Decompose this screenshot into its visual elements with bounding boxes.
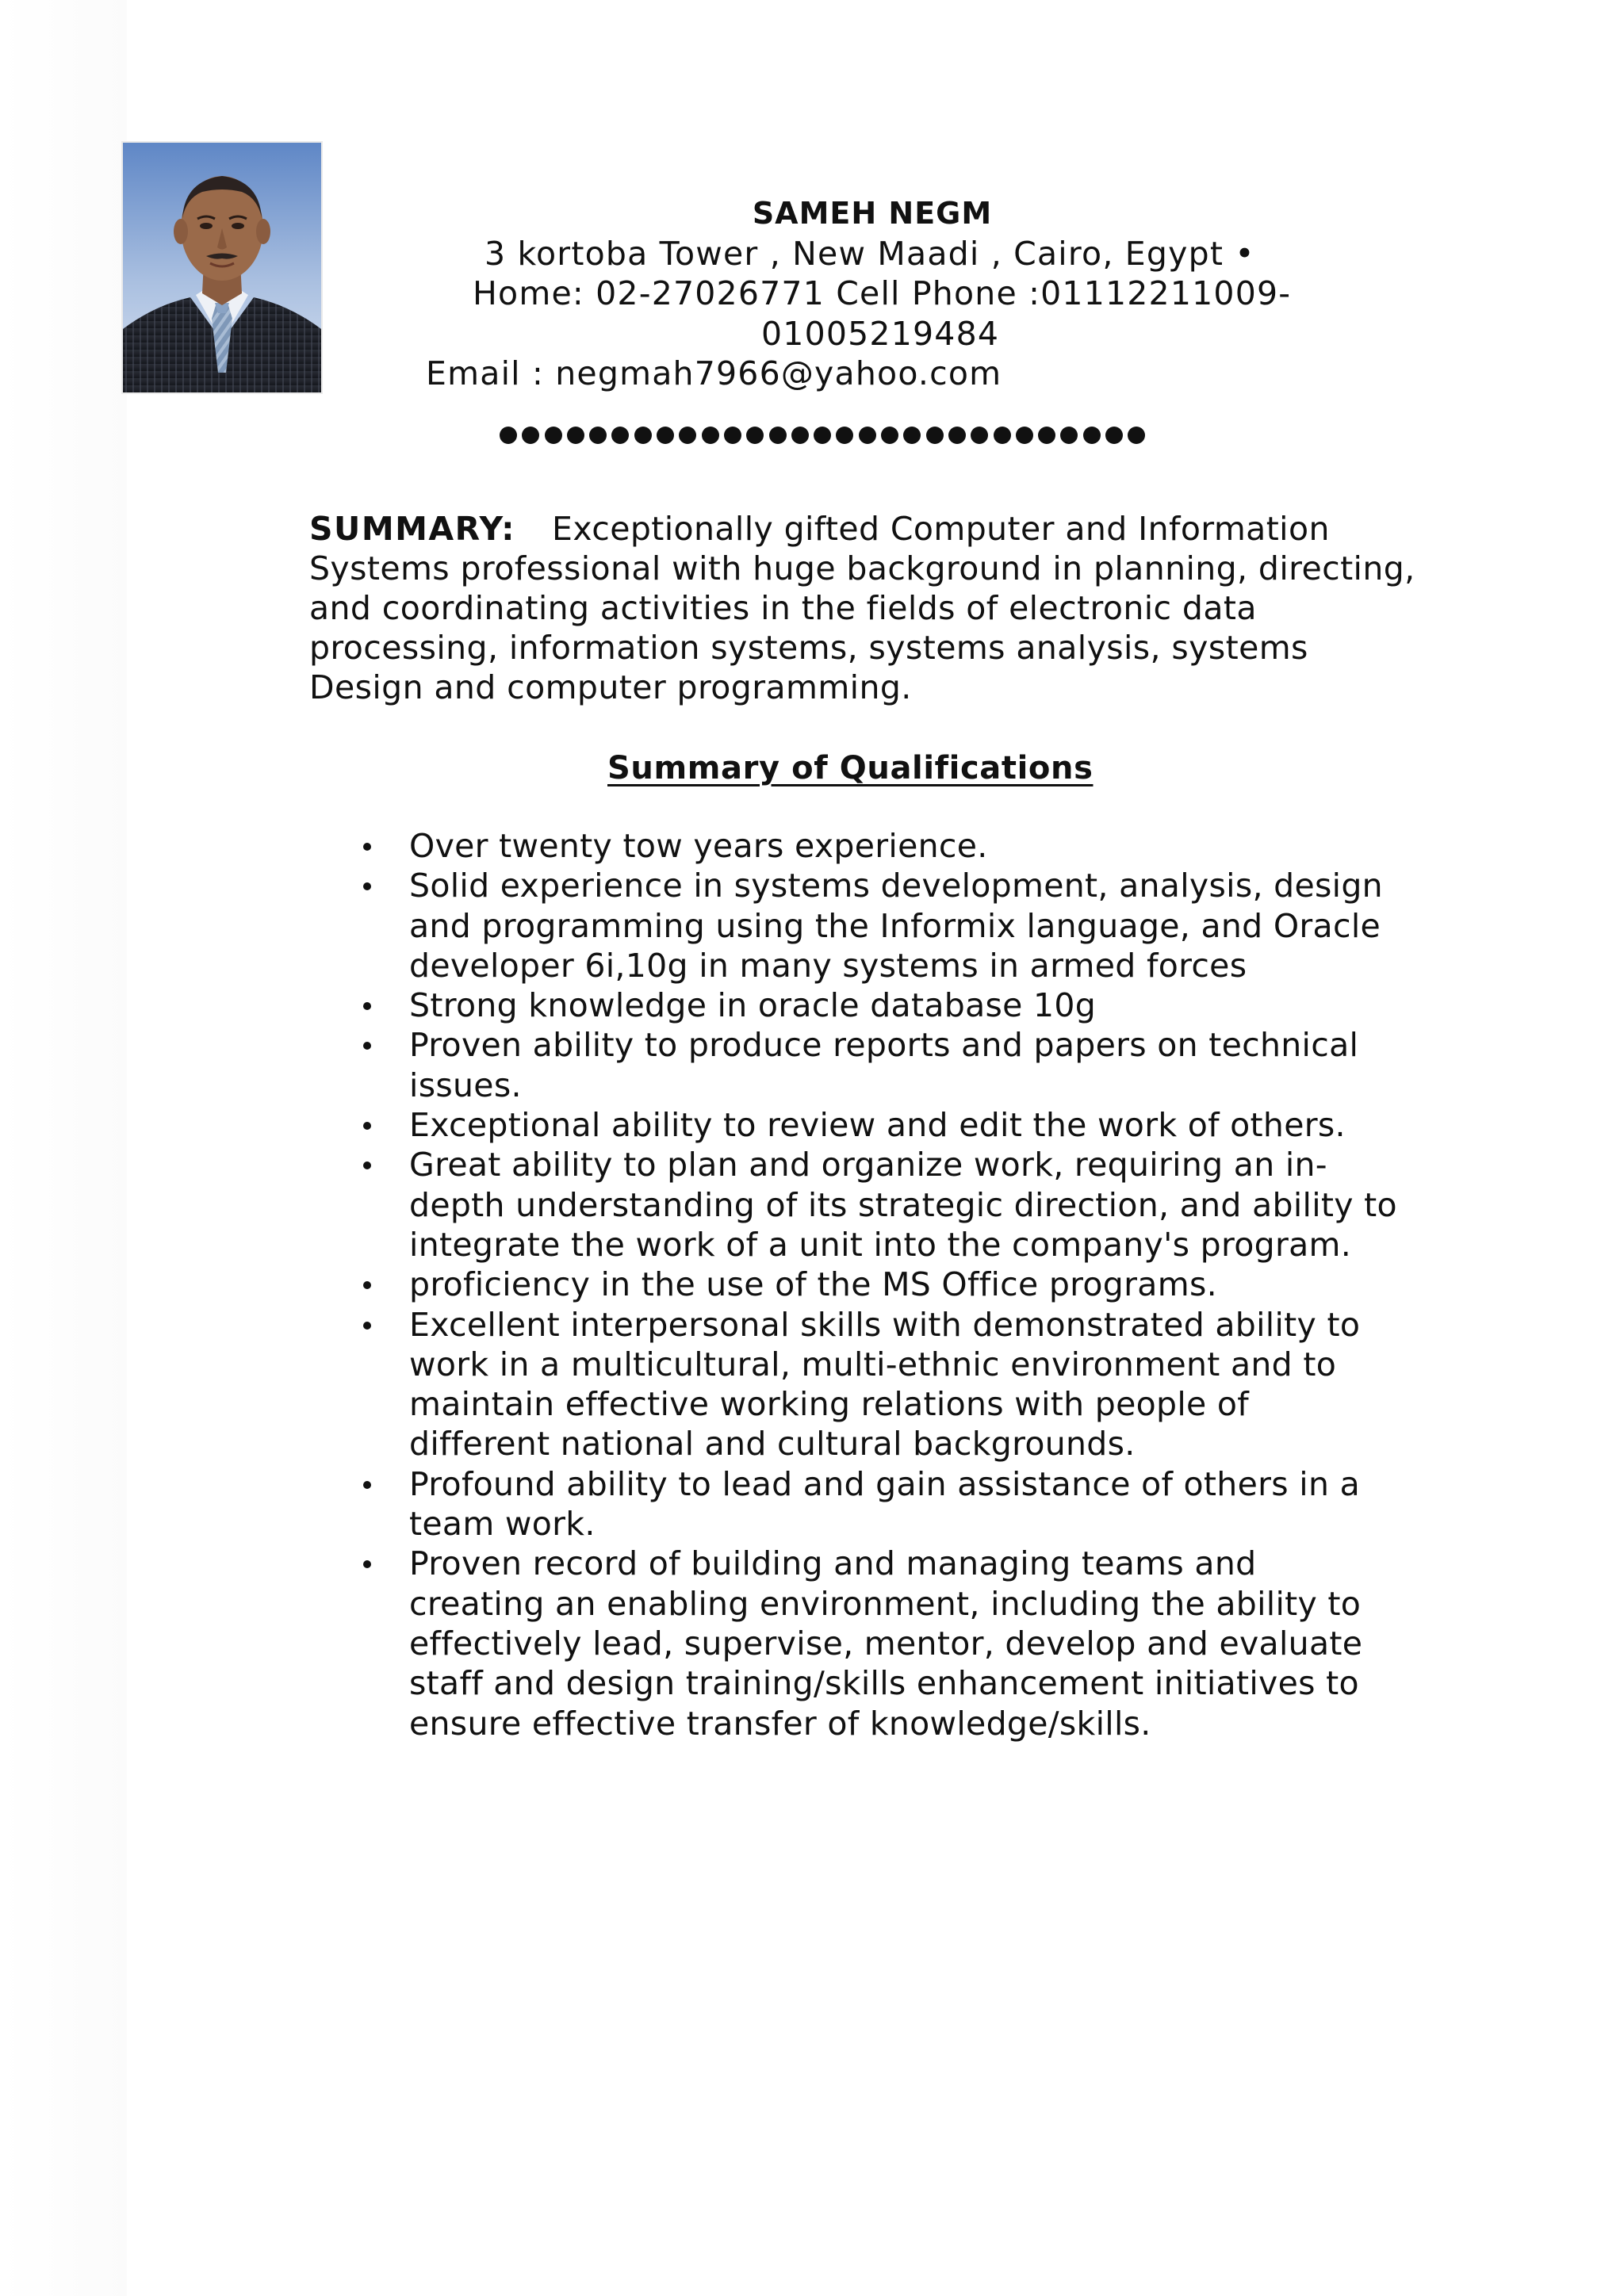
summary-label: SUMMARY: <box>309 510 516 548</box>
bullet-icon <box>363 1002 371 1010</box>
list-item <box>352 1544 1399 1743</box>
divider-dot <box>1128 427 1145 444</box>
bullet-icon <box>363 1322 371 1330</box>
divider-dot <box>836 427 853 444</box>
divider-dot <box>769 427 787 444</box>
divider-dot <box>724 427 741 444</box>
dot-divider <box>500 427 1145 444</box>
divider-dot <box>791 427 809 444</box>
qualifications-heading: Summary of Qualifications <box>607 750 1094 786</box>
list-item <box>352 1305 1399 1464</box>
list-item-text: proficiency in the use of the MS Office programs. <box>409 1265 1217 1304</box>
divider-dot <box>657 427 674 444</box>
bullet-icon <box>363 1042 371 1050</box>
bullet-icon <box>363 1122 371 1130</box>
divider-dot <box>948 427 966 444</box>
list-item-text: Solid experience in systems development, analysis, design and programming using the Informix language, and Oracle developer 6i,10g in many systems in armed forces <box>409 867 1383 985</box>
divider-dot <box>994 427 1011 444</box>
divider-dot <box>1060 427 1078 444</box>
list-item <box>352 866 1399 985</box>
bullet-icon <box>363 1161 371 1169</box>
scan-shading <box>0 0 127 2296</box>
bullet-icon <box>363 1281 371 1289</box>
divider-dot <box>634 427 652 444</box>
list-item-text: Profound ability to lead and gain assistance of others in a team work. <box>409 1464 1360 1544</box>
list-item-text: Strong knowledge in oracle database 10g <box>409 986 1097 1025</box>
summary-section <box>309 509 1419 707</box>
divider-dot <box>859 427 876 444</box>
phone-line-continued: 01005219484 <box>761 315 1000 353</box>
divider-dot <box>500 427 517 444</box>
divider-dot <box>589 427 607 444</box>
divider-dot <box>903 427 921 444</box>
divider-dot <box>746 427 764 444</box>
qualifications-list <box>352 826 1399 1743</box>
list-item-text: Proven ability to produce reports and papers on technical issues. <box>409 1026 1359 1104</box>
list-item <box>352 1145 1399 1265</box>
list-item-text: Exceptional ability to review and edit the work of others. <box>409 1106 1346 1145</box>
divider-dot <box>971 427 988 444</box>
divider-dot <box>926 427 944 444</box>
list-item-text: Excellent interpersonal skills with demonstrated ability to work in a multicultural, multi-ethnic environment and to maintain effective working relations with people of different national and cultural backgrounds. <box>409 1305 1361 1464</box>
bullet-icon <box>363 1481 371 1489</box>
candidate-name: SAMEH NEGM <box>752 196 993 231</box>
divider-dot <box>1038 427 1055 444</box>
divider-dot <box>1105 427 1123 444</box>
divider-dot <box>1083 427 1101 444</box>
list-item <box>352 826 1399 866</box>
list-item <box>352 1265 1399 1304</box>
summary-text: Exceptionally gifted Computer and Information Systems professional with huge background in planning, directing, and coordinating activities in the fields of electronic data processing, information systems, systems analysis, systems Design and computer programming. <box>309 510 1415 706</box>
bullet-icon <box>363 843 371 851</box>
divider-dot <box>545 427 562 444</box>
bullet-icon <box>363 882 371 890</box>
divider-dot <box>1016 427 1033 444</box>
divider-dot <box>814 427 831 444</box>
address-line: 3 kortoba Tower , New Maadi , Cairo, Egypt • <box>485 235 1255 273</box>
phone-line: Home: 02-27026771 Cell Phone :01112211009- <box>473 274 1292 312</box>
divider-dot <box>881 427 898 444</box>
profile-photo <box>123 143 321 392</box>
divider-dot <box>611 427 629 444</box>
list-item <box>352 1105 1399 1145</box>
email-line: Email : negmah7966@yahoo.com <box>426 354 1002 392</box>
divider-dot <box>522 427 539 444</box>
list-item-text: Proven record of building and managing teams and creating an enabling environment, including the ability to effectively lead, supervise, mentor, develop and evaluate staff and design training/skills enhancement initiatives to ensure effective transfer of knowledge/skills. <box>409 1544 1363 1743</box>
list-item <box>352 1464 1399 1544</box>
divider-dot <box>702 427 719 444</box>
divider-dot <box>679 427 696 444</box>
list-item <box>352 985 1399 1025</box>
list-item <box>352 1025 1399 1105</box>
list-item-text: Great ability to plan and organize work, requiring an in-depth understanding of its strategic direction, and ability to integrate the work of a unit into the company's program. <box>409 1146 1397 1264</box>
divider-dot <box>567 427 584 444</box>
bullet-icon <box>363 1560 371 1568</box>
list-item-text: Over twenty tow years experience. <box>409 827 988 865</box>
